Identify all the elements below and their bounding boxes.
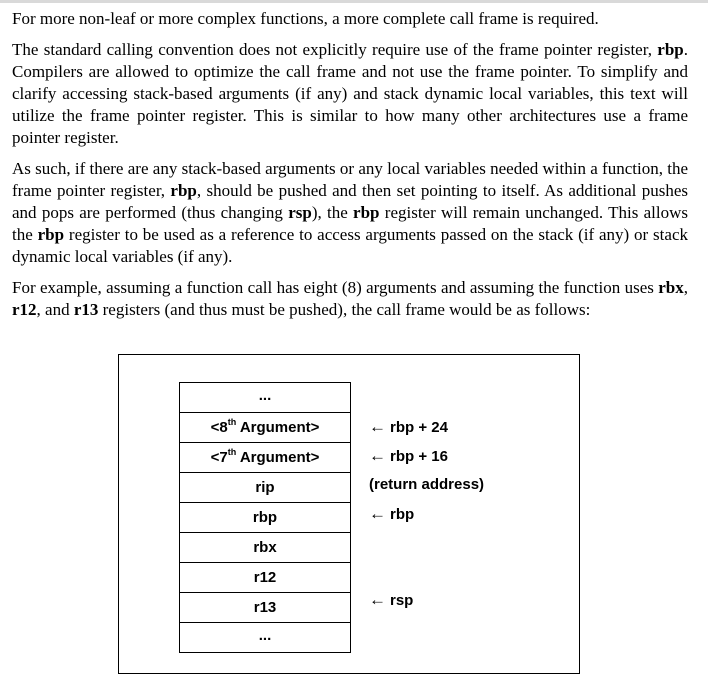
arg7-post: Argument>	[236, 449, 320, 466]
annotation-arg8-label: rbp + 24	[390, 419, 448, 436]
arg8-sup: th	[227, 417, 237, 427]
arg7-sup: th	[227, 447, 237, 457]
paragraph-1-text: For more non-leaf or more complex functions, a more complete call frame is required.	[12, 9, 599, 28]
register-r12: r12	[12, 300, 37, 319]
paragraph-3	[12, 158, 688, 268]
stack-cell-r13: r13	[180, 593, 350, 623]
stack-cell-r12: r12	[180, 563, 350, 593]
annotation-rsp-label: rsp	[390, 592, 414, 609]
annotation-arg8	[369, 412, 448, 441]
stack-diagram	[179, 382, 351, 653]
paragraph-1	[12, 8, 688, 30]
register-rsp: rsp	[288, 203, 312, 222]
stack-cell-top-ellipsis: ...	[180, 383, 350, 413]
arg8-pre: <8	[210, 419, 228, 436]
register-rbp: rbp	[37, 225, 65, 244]
register-r13: r13	[73, 300, 99, 319]
paragraph-3-text-2: , should be pushed and then set pointing to itself. As additional pushes and pops are performed (thus changing	[12, 181, 688, 222]
paragraph-4	[12, 277, 688, 321]
paragraph-4-text-3: , and	[36, 300, 74, 319]
annotation-rip	[369, 470, 484, 499]
paragraph-2-text-1: The standard calling convention does not explicitly require use of the frame pointer register,	[12, 40, 658, 59]
annotation-arg7-label: rbp + 16	[390, 448, 448, 465]
paragraph-2	[12, 39, 688, 149]
arg8-post: Argument>	[236, 419, 320, 436]
paragraph-4-text-1: For example, assuming a function call has eight (8) arguments and assuming the function uses	[12, 278, 659, 297]
left-arrow-icon: ←	[369, 590, 386, 609]
stack-cell-arg7	[180, 443, 350, 473]
paragraph-2-text-2: . Compilers are allowed to optimize the call frame and not use the frame pointer. To simplify and clarify accessing stack-based arguments (if any) and stack dynamic local variables, this text will utilize the frame pointer register. This is similar to how many other architectures use a frame pointer register.	[12, 40, 688, 147]
annotation-rsp	[369, 585, 413, 614]
left-arrow-icon: ←	[369, 504, 386, 523]
register-rbp: rbp	[170, 181, 197, 200]
register-rbp: rbp	[353, 203, 380, 222]
stack-cell-bottom-ellipsis: ...	[258, 627, 272, 644]
top-divider	[0, 0, 708, 3]
annotation-rip-label: (return address)	[369, 476, 485, 493]
annotation-rbp	[369, 499, 414, 528]
paragraph-4-text-4: registers (and thus must be pushed), the call frame would be as follows:	[98, 300, 591, 319]
paragraph-3-text-4: register will remain unchanged. This allows the	[12, 203, 688, 244]
register-rbp: rbp	[657, 40, 684, 59]
stack-cell-rbx: rbx	[180, 533, 350, 563]
left-arrow-icon: ←	[369, 417, 386, 436]
annotation-rbp-label: rbp	[390, 506, 415, 523]
stack-cell-arg8	[180, 413, 350, 443]
stack-cell-rip: rip	[180, 473, 350, 503]
paragraph-3-text-5: register to be used as a reference to access arguments passed on the stack (if any) or stack dynamic local variables (if any).	[12, 225, 688, 266]
paragraph-3-text-3: ), the	[311, 203, 354, 222]
annotation-arg7	[369, 441, 448, 470]
stack-cell-rbp: rbp	[180, 503, 350, 533]
paragraph-3-text-1: As such, if there are any stack-based arguments or any local variables needed within a function, the frame pointer register,	[12, 159, 688, 200]
paragraph-4-text-2: ,	[683, 278, 688, 297]
call-frame-figure	[118, 354, 580, 674]
register-rbx: rbx	[658, 278, 684, 297]
left-arrow-icon: ←	[369, 446, 386, 465]
arg7-pre: <7	[210, 449, 228, 466]
